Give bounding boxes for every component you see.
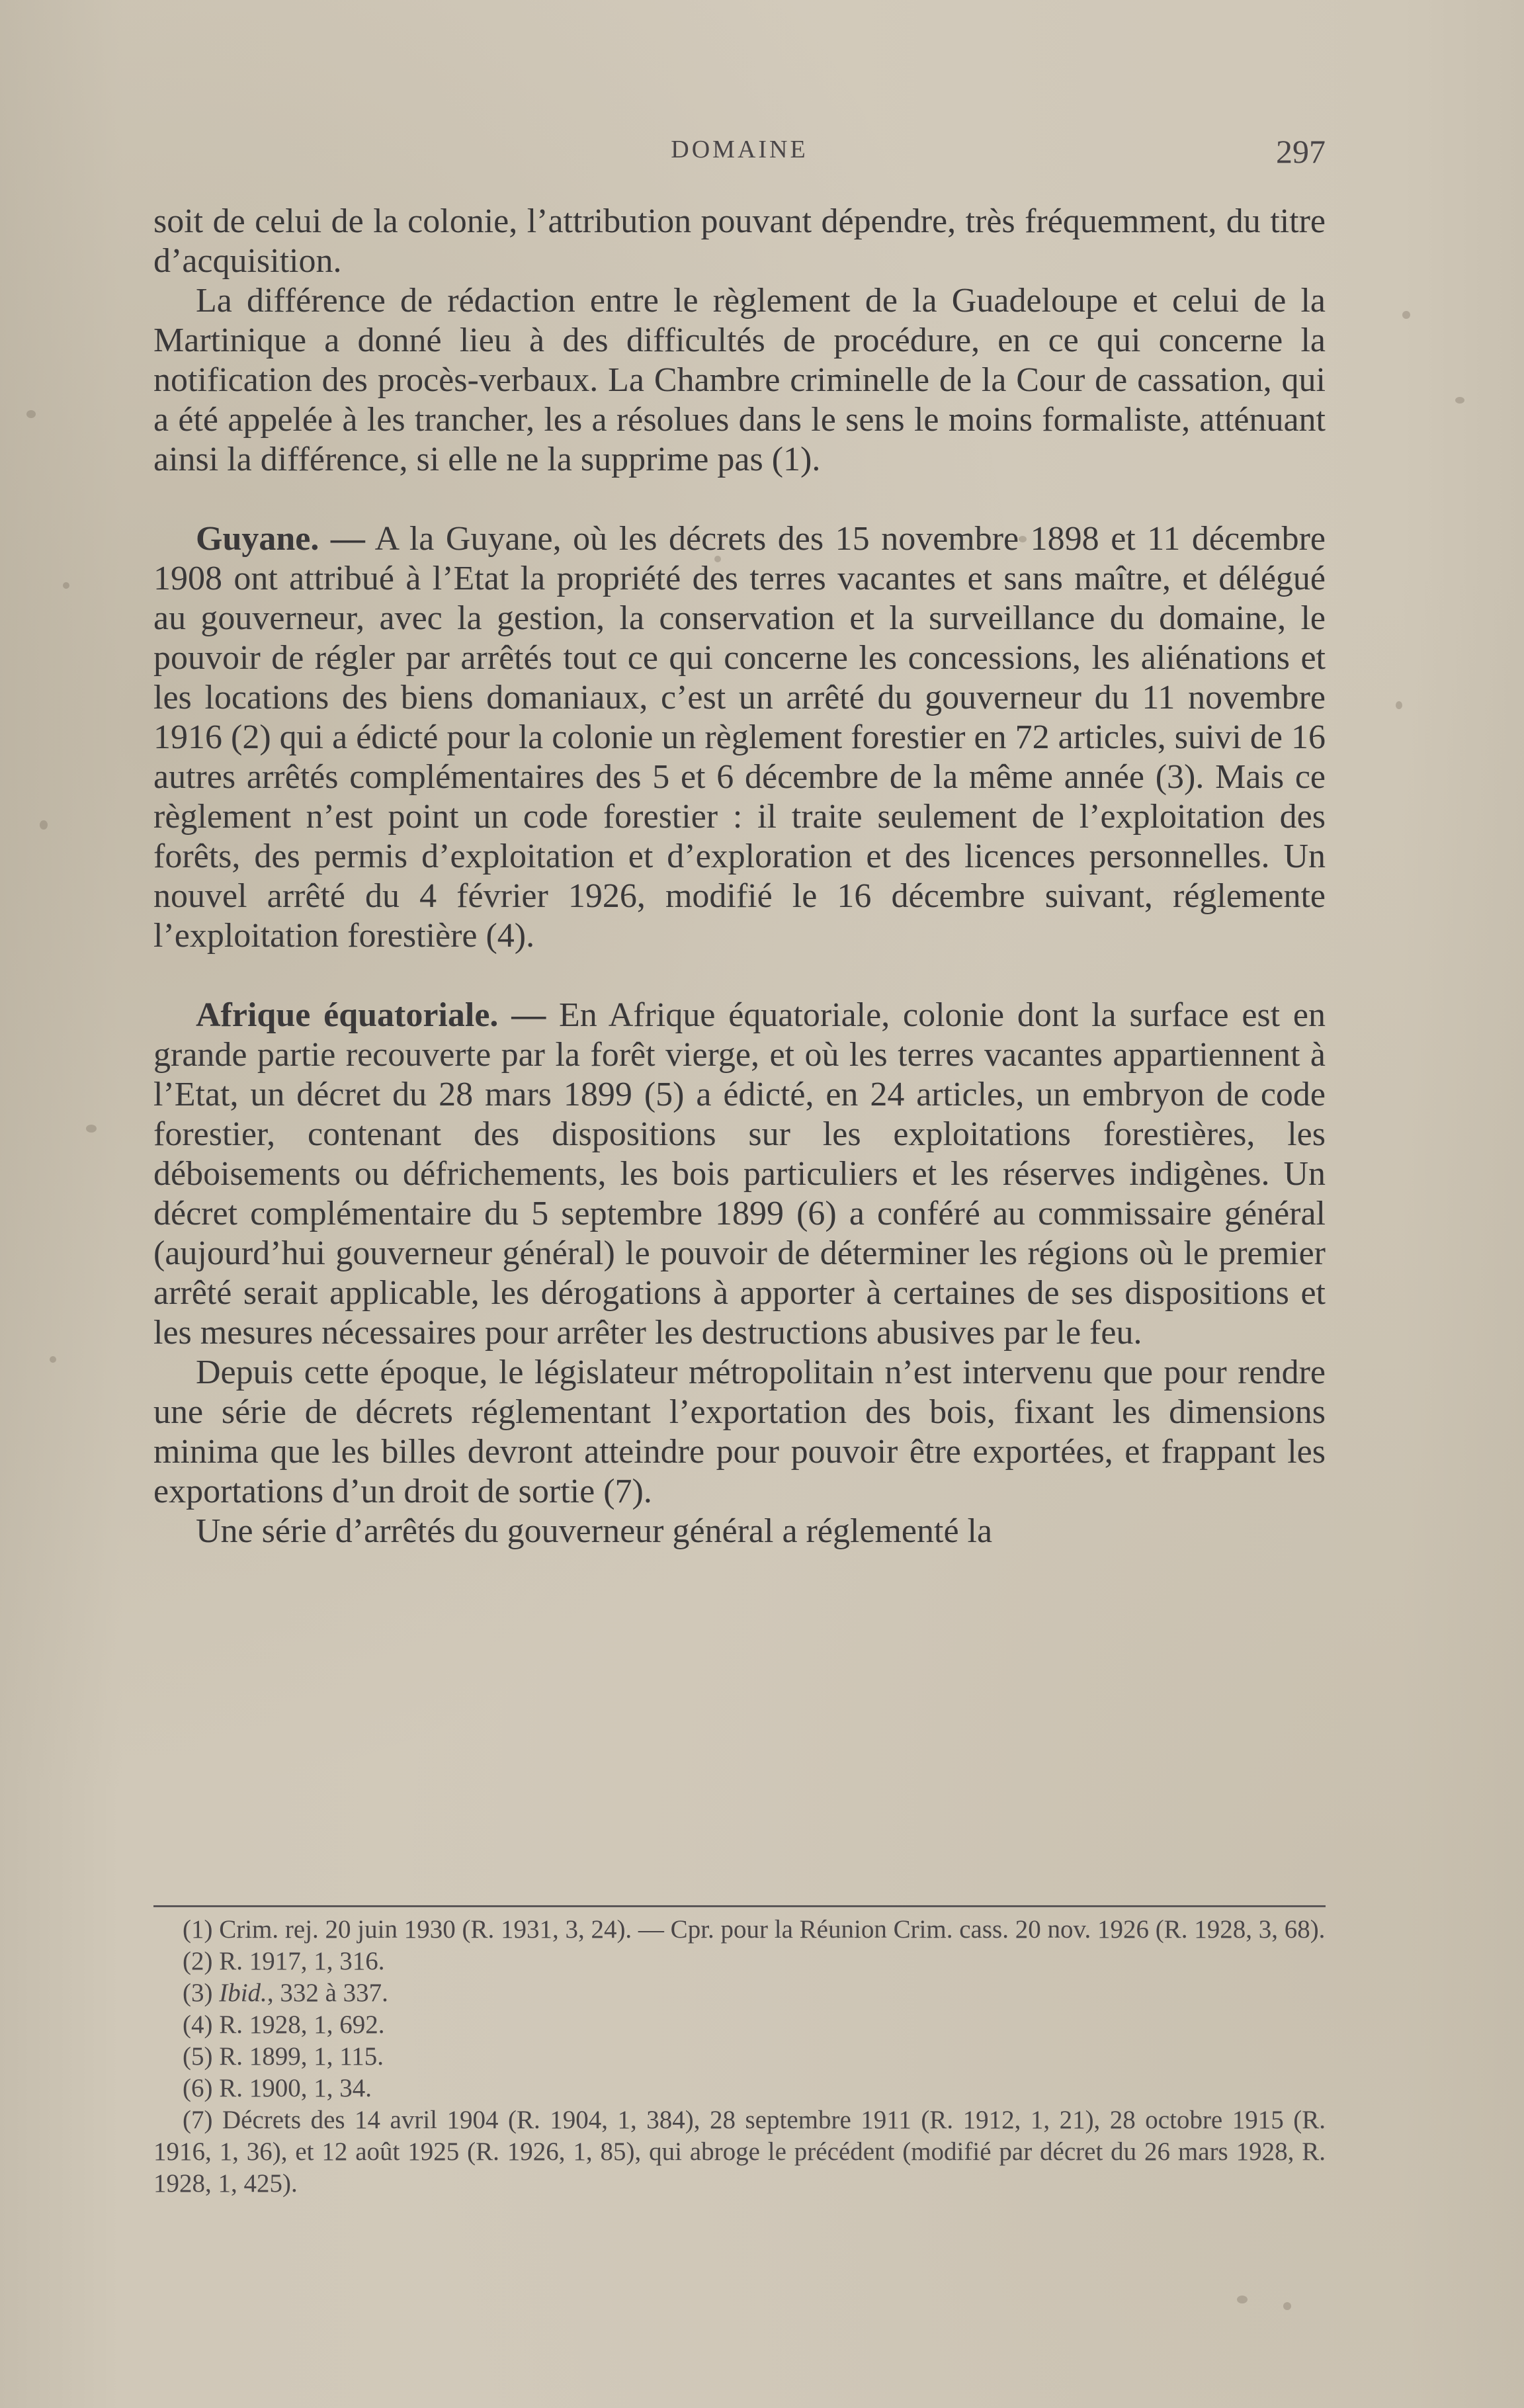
page-header [153, 132, 1326, 172]
paper-speck [1237, 2296, 1248, 2303]
footnote-6: (6) R. 1900, 1, 34. [183, 2074, 372, 2102]
footnote-4: (4) R. 1928, 1, 692. [183, 2010, 385, 2039]
footnote-3-number: (3) [183, 1979, 220, 2007]
section-afrique-equatoriale [153, 996, 1326, 1353]
section-title-guyane: Guyane. — [196, 520, 365, 558]
footnote-3-rest: , 332 à 337. [267, 1979, 388, 2007]
paper-speck [26, 410, 36, 418]
section-text-guyane: A la Guyane, où les décrets des 15 novembre 1898 et 11 décembre 1908 ont attribué à l’Etat la propriété des terres vacantes et sans maître, et délégué au gouverneur, avec la gestion, la conservation et la surveillance du domaine, le pouvoir de régler par arrêtés tout ce qui concerne les concessions, les aliénations et les locations des biens domaniaux, c’est un arrêté du gouverneur du 11 novembre 1916 (2) qui a édicté pour la colonie un règlement forestier en 72 articles, suivi de 16 autres arrêtés complémentaires des 5 et 6 décembre de la même année (3). Mais ce règlement n’est point un code forestier : il traite seulement de l’exploitation des forêts, des permis d’exploitation et d’exploration et des licences personnelles. Un nouvel arrêté du 4 février 1926, modifié le 16 décembre suivant, réglemente l’exploitation forestière (4). [153, 520, 1326, 955]
paper-speck [40, 820, 48, 830]
paper-speck [1283, 2302, 1291, 2310]
paragraph-guadeloupe-martinique: La différence de rédaction entre le règlement de la Guadeloupe et celui de la Martinique a donné lieu à des difficultés de procédure, en ce qui concerne la notification des procès-verbaux. La Chambre criminelle de la Cour de cassation, qui a été appelée à les trancher, les a résolues dans le sens le moins formaliste, atténuant ainsi la différence, si elle ne la supprime pas (1). [153, 282, 1326, 478]
running-head: DOMAINE [671, 136, 808, 163]
section-guyane [153, 519, 1326, 956]
footnote-rule [153, 1905, 1326, 1907]
footnote-7: (7) Décrets des 14 avril 1904 (R. 1904, 1, 384), 28 septembre 1911 (R. 1912, 1, 21), 28 octobre 1915 (R. 1916, 1, 36), et 12 août 1925 (R. 1926, 1, 85), qui abroge le précédent (modifié par décret du 26 mars 1928, R. 1928, 1, 425). [153, 2106, 1326, 2198]
section-title-afrique-equatoriale: Afrique équatoriale. — [196, 996, 546, 1034]
footnote-5: (5) R. 1899, 1, 115. [183, 2042, 384, 2071]
paper-speck [1396, 701, 1402, 709]
body-text [153, 202, 1326, 1551]
footnote-3-ibid: Ibid. [219, 1979, 267, 2007]
page-number: 297 [1276, 133, 1326, 170]
paper-speck [50, 1356, 56, 1363]
paragraph-serie-arretes: Une série d’arrêtés du gouverneur général a réglementé la [196, 1512, 993, 1550]
footnote-3 [153, 1977, 1326, 2009]
footnote-2: (2) R. 1917, 1, 316. [183, 1947, 385, 1975]
paper-speck [1402, 311, 1410, 319]
footnote-1: (1) Crim. rej. 20 juin 1930 (R. 1931, 3, 24). — Cpr. pour la Réunion Crim. cass. 20 nov. 1926 (R. 1928, 3, 68). [183, 1915, 1326, 1944]
section-text-afrique-equatoriale: En Afrique équatoriale, colonie dont la surface est en grande partie recouverte par la forêt vierge, et où les terres vacantes appartiennent à l’Etat, un décret du 28 mars 1899 (5) a édicté, en 24 articles, un embryon de code forestier, contenant des dispositions sur les exploitations forestières, les déboisements ou défrichements, les bois particuliers et les réserves indigènes. Un décret complémentaire du 5 septembre 1899 (6) a conféré au commissaire général (aujourd’hui gouverneur général) le pouvoir de déterminer les régions où le premier arrêté serait applicable, les dérogations à apporter à certaines de ses dispositions et les mesures nécessaires pour arrêter les destructions abusives par le feu. [153, 996, 1326, 1352]
paragraph-continuation: soit de celui de la colonie, l’attribution pouvant dépendre, très fréquemment, du titre d’acquisition. [153, 202, 1326, 280]
paragraph-depuis: Depuis cette époque, le législateur métropolitain n’est intervenu que pour rendre une série de décrets réglementant l’exportation des bois, fixant les dimensions minima que les billes devront atteindre pour pouvoir être exportées, et frappant les exportations d’un droit de sortie (7). [153, 1354, 1326, 1510]
paper-speck [86, 1125, 97, 1133]
paper-speck [63, 582, 69, 589]
footnotes [153, 1914, 1326, 2200]
paper-speck [1455, 397, 1464, 404]
